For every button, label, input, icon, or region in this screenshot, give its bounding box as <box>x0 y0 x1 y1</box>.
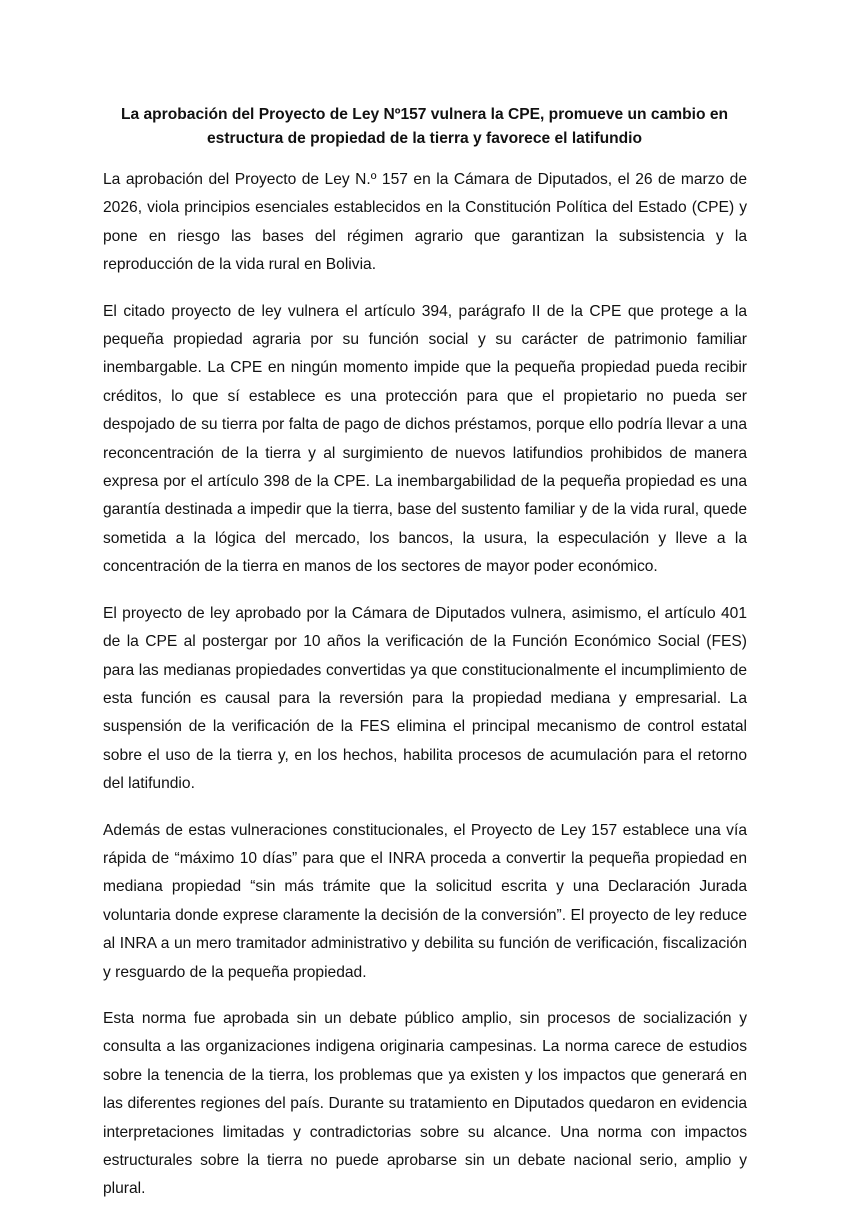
paragraph-5: Esta norma fue aprobada sin un debate público amplio, sin procesos de socialización y consulta a las organizaciones indigena originaria campesinas. La norma carece de estudios sobre la tenencia de la tierra, los problemas que ya existen y los impactos que generará en las diferentes regiones del país. Durante su tratamiento en Diputados quedaron en evidencia interpretaciones limitadas y contradictorias sobre su alcance. Una norma con impactos estructurales sobre la tierra no puede aprobarse sin un debate nacional serio, amplio y plural. <box>103 1009 747 1198</box>
paragraph-2: El citado proyecto de ley vulnera el artículo 394, parágrafo II de la CPE que protege a la pequeña propiedad agraria por su función social y su carácter de patrimonio familiar inembargable. La CPE en ningún momento impide que la pequeña propiedad pueda recibir créditos, lo que sí establece es una protección para que el propietario no pueda ser despojado de su tierra por falta de pago de dichos préstamos, porque ello podría llevar a una reconcentración de la tierra y al surgimiento de nuevos latifundios prohibidos de manera expresa por el artículo 398 de la CPE. La inembargabilidad de la pequeña propiedad es una garantía destinada a impedir que la tierra, base del sustento familiar y de la vida rural, quede sometida a la lógica del mercado, los bancos, la usura, la especulación y lleve a la concentración de la tierra en manos de los sectores de mayor poder económico. <box>103 302 747 576</box>
document-body <box>103 166 747 1222</box>
title-line-2: estructura de propiedad de la tierra y favorece el latifundio <box>206 130 643 147</box>
paragraph-3: El proyecto de ley aprobado por la Cámara de Diputados vulnera, asimismo, el artículo 401 de la CPE al postergar por 10 años la verificación de la Función Económico Social (FES) para las medianas propiedades convertidas ya que constitucionalmente el incumplimiento de esta función es causal para la reversión para la propiedad mediana y empresarial. La suspensión de la verificación de la FES elimina el principal mecanismo de control estatal sobre el uso de la tierra y, en los hechos, habilita procesos de acumulación para el retorno del latifundio. <box>103 604 747 793</box>
document-title <box>100 103 749 151</box>
paragraph-4: Además de estas vulneraciones constitucionales, el Proyecto de Ley 157 establece una vía rápida de “máximo 10 días” para que el INRA proceda a convertir la pequeña propiedad en mediana propiedad “sin más trámite que la solicitud escrita y una Declaración Jurada voluntaria donde exprese claramente la decisión de la conversión”. El proyecto de ley reduce al INRA a un mero tramitador administrativo y debilita su función de verificación, fiscalización y resguardo de la pequeña propiedad. <box>103 821 747 981</box>
paragraph-1: La aprobación del Proyecto de Ley N.º 157 en la Cámara de Diputados, el 26 de marzo de 2026, viola principios esenciales establecidos en la Constitución Política del Estado (CPE) y pone en riesgo las bases del régimen agrario que garantizan la subsistencia y la reproducción de la vida rural en Bolivia. <box>103 171 747 274</box>
title-line-1: La aprobación del Proyecto de Ley Nº157 vulnera la CPE, promueve un cambio en <box>120 106 729 123</box>
